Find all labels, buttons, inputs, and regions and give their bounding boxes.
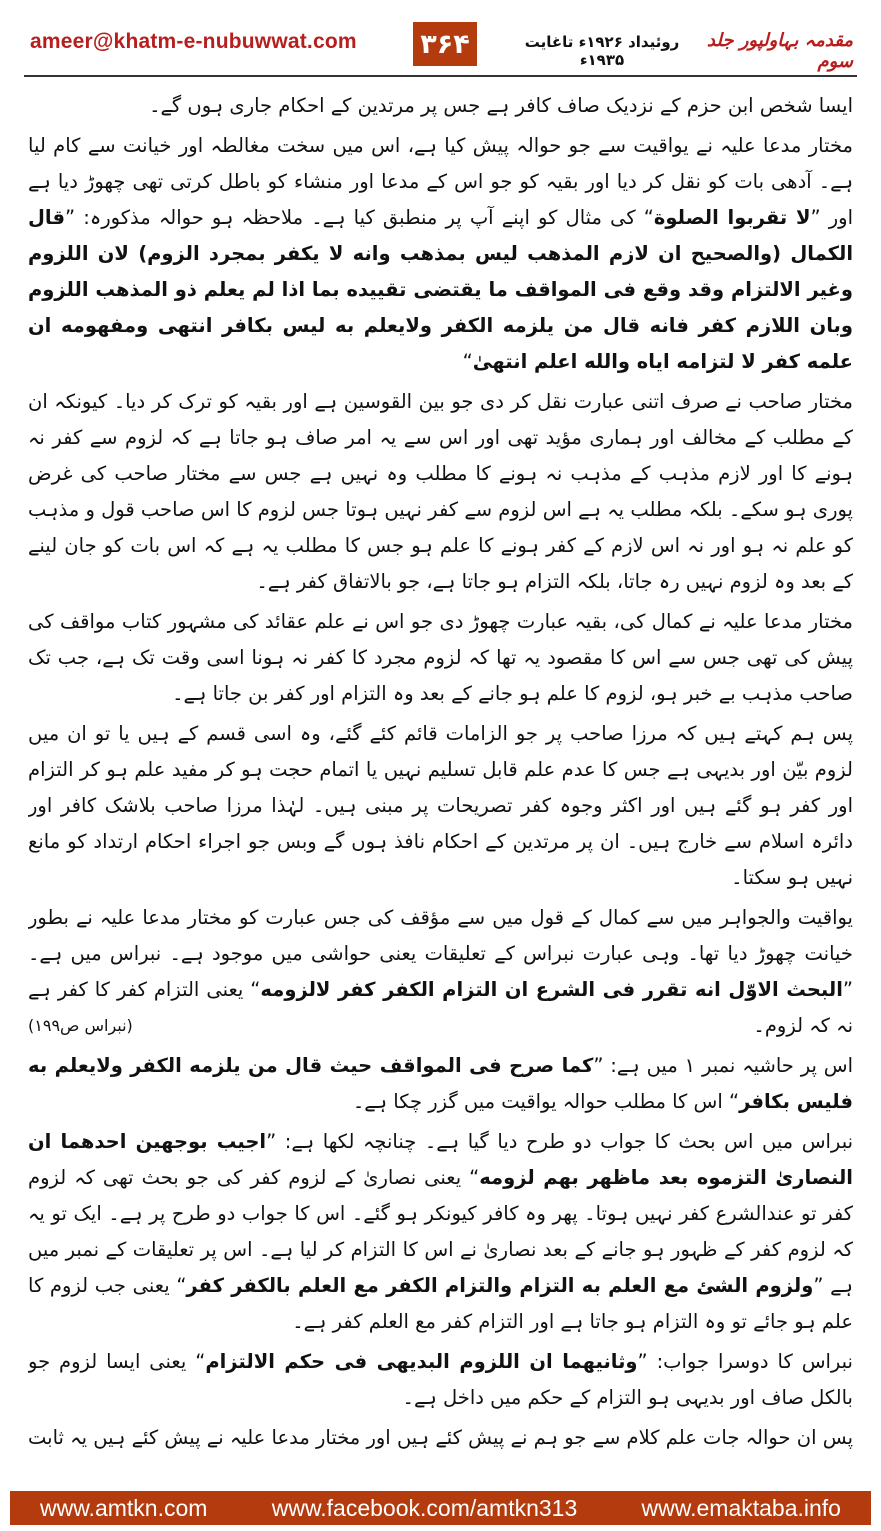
page-footer — [10, 1491, 871, 1525]
paragraph-text: “ کی مثال کو اپنے آپ پر منطبق کیا ہے۔ ملاحظہ ہو حوالہ مذکورہ: ” — [65, 206, 654, 229]
paragraph-text: “ یعنی التزام کفر کا کفر ہے نہ کہ لزوم۔ — [28, 978, 853, 1037]
paragraph-text: مختار صاحب نے صرف اتنی عبارت نقل کر دی جو بین القوسین ہے اور بقیہ کو ترک کر دیا۔ کیونکہ ان کے مطلب کے مخالف اور ہماری مؤید تھی اور اس سے یہ امر صاف ہو جاتا ہے کہ لزوم سے کفر نہ ہونے کا اور لازم مذہب کے مذہب نہ ہونے کا مطلب وہ نہیں ہے جس سے مختار صاحب کی غرض پوری ہو سکے۔ بلکہ مطلب یہ ہے اس لزوم سے کفر نہیں ہوتا جس لزوم کا اس صاحب قول و مذہب کو علم نہ ہو اور نہ اس لازم کے کفر ہونے کا علم ہو جس کا مطلب یہ ہے کہ اس بات کو جان لینے کے بعد وہ لزوم نہیں رہ جاتا، بلکہ التزام ہو جاتا ہے، جو بالاتفاق کفر ہے۔ — [28, 390, 853, 593]
paragraph — [28, 716, 853, 896]
paragraph-text: یواقیت والجواہر میں سے کمال کے قول میں سے مؤقف کی جس عبارت کو مختار مدعا علیہ نے بطور خیانت چھوڑ دیا تھا۔ وہی عبارت نبراس کے تعلیقات یعنی حواشی میں موجود ہے۔ نبراس میں ہے۔ ” — [28, 906, 853, 1001]
header-subtitle: روئیداد ۱۹۲۶ء تاغایت ۱۹۳۵ء — [524, 33, 680, 69]
arabic-quote: البحث الاوّل انه تقرر فی الشرع ان التزام الکفر کفر لالزومه — [260, 978, 843, 1001]
header-email[interactable]: ameer@khatm-e-nubuwwat.com — [30, 30, 357, 53]
paragraph-text: مختار مدعا علیہ نے کمال کی، بقیہ عبارت چھوڑ دی جو اس نے علم عقائد کی مشہور کتاب مواقف کی پیش کی تھی جس سے اس کا مقصود یہ تھا کہ لزوم مجرد کا کفر نہ ہونا اسی وقت تک ہے، جب تک صاحب مذہب بے خبر ہو، لزوم کا علم ہو جانے کے بعد وہ التزام اور کفر بن جاتا ہے۔ — [28, 610, 853, 705]
arabic-quote: لا تقربوا الصلوة — [653, 206, 811, 229]
reference-citation: (نبراس ص۱۹۹) — [28, 1016, 133, 1035]
paragraph — [28, 88, 853, 124]
paragraph-text: ایسا شخص ابن حزم کے نزدیک صاف کافر ہے جس پر مرتدین کے احکام جاری ہوں گے۔ — [149, 94, 853, 117]
footer-link-facebook[interactable]: www.facebook.com/amtkn313 — [271, 1494, 578, 1521]
paragraph — [28, 384, 853, 600]
page-number-badge — [413, 22, 477, 66]
arabic-quote: کما صرح فی المواقف حیث قال من یلزمه الکفر ولایعلم به فلیس بکافر — [28, 1054, 853, 1113]
document-body — [28, 88, 853, 1458]
paragraph — [28, 1124, 853, 1340]
paragraph — [28, 1420, 853, 1458]
paragraph-text: “ یعنی نصاریٰ کے لزوم کفر کی جو بحث تھی کہ لزوم کفر تو عندالشرع کفر نہیں ہوتا۔ پھر وہ کافر کیونکر ہو گئے۔ اس کا جواب دو طرح پر ہے۔ ایک تو یہ کہ لزوم کفر کے ظہور ہو جانے کے بعد نصاریٰ نے اس کا التزام کر لیا ہے۔ اس پر تعلیقات کے نمبر میں ہے ” — [28, 1166, 853, 1297]
paragraph-text: اس پر حاشیہ نمبر ۱ میں ہے: ” — [593, 1054, 853, 1077]
paragraph — [28, 900, 853, 1044]
paragraph-text: مختار مدعا علیہ نے یواقیت سے جو حوالہ پیش کیا ہے، اس میں سخت مغالطہ اور خیانت سے کام لیا ہے۔ آدھی بات کو نقل کر دیا اور بقیہ کو جو اس کے مدعا اور منشاء کو باطل کرتی تھی چھوڑ دیا ہے اور ” — [28, 134, 853, 229]
header-title: مقدمہ بہاولپور جلد سوم — [706, 30, 853, 72]
arabic-quote: وثانیهما ان اللزوم البدیهی فی حکم الالتزام — [205, 1350, 638, 1373]
paragraph — [28, 1344, 853, 1416]
arabic-quote: اجیب بوجهین احدهما ان النصاریٰ التزموه بعد ماظهر بهم لزومه — [28, 1130, 853, 1189]
paragraph-text: پس ہم کہتے ہیں کہ مرزا صاحب پر جو الزامات قائم کئے گئے، وہ اسی قسم کے ہیں یا تو ان میں لزوم بیّن اور بدیہی ہے جس کا عدم علم قابل تسلیم نہیں یا اتمام حجت ہو کر مفید علم ہو کر التزام اور کفر ہو گئے ہیں اور اکثر وجوہ کفر تصریحات پر مبنی ہیں۔ لہٰذا مرزا صاحب بلاشک کافر اور دائرہ اسلام سے خارج ہیں۔ ان پر مرتدین کے احکام نافذ ہوں گے وبس جو اجراء احکام ارتداد کو مانع نہیں ہو سکتا۔ — [28, 722, 853, 889]
paragraph-text: “ اس کا مطلب حوالہ یواقیت میں گزر چکا ہے۔ — [352, 1090, 740, 1113]
paragraph — [28, 604, 853, 712]
arabic-quote: ولزوم الشئ مع العلم به التزام والتزام الکفر مع العلم بالکفر کفر — [186, 1274, 814, 1297]
header-divider — [24, 75, 857, 77]
paragraph-text: نبراس میں اس بحث کا جواب دو طرح دیا گیا ہے۔ چنانچہ لکھا ہے: ” — [266, 1130, 853, 1153]
paragraph-text: “ یعنی ایسا لزوم جو بالکل صاف اور بدیہی ہو التزام کے حکم میں داخل ہے۔ — [28, 1350, 853, 1409]
paragraph — [28, 1048, 853, 1120]
footer-link-emaktaba[interactable]: www.emaktaba.info — [641, 1494, 841, 1521]
paragraph-text: نبراس کا دوسرا جواب: ” — [637, 1350, 853, 1373]
footer-link-amtkn[interactable]: www.amtkn.com — [40, 1494, 208, 1521]
paragraph-text: “ یعنی جب لزوم کا علم ہو جائے تو وہ التزام ہو جاتا ہے اور التزام کفر مع العلم کفر ہے۔ — [28, 1274, 853, 1333]
paragraph-text: پس ان حوالہ جات علم کلام سے جو ہم نے پیش کئے ہیں اور مختار مدعا علیہ نے پیش کئے ہیں یہ ثابت — [28, 1426, 853, 1449]
paragraph — [28, 128, 853, 380]
quote-mark: “ — [462, 350, 473, 373]
arabic-quote: قال الکمال (والصحیح ان لازم المذهب لیس بمذهب وانه لا یکفر بمجرد الزوم) لان اللزوم وغیر الالتزام وقد وقع فی المواقف ما یقتضی تقییده بما اذا لم یعلم ذو المذهب اللزوم وبان اللازم کفر فانه قال من یلزمه الکفر ولایعلم به لیس بکافر انتهی ومفهومه ان علمه کفر لا لتزامه ایاه والله اعلم انتهیٰ — [28, 206, 853, 373]
page-number: ۳۶۴ — [420, 28, 470, 60]
page-header — [0, 0, 881, 82]
